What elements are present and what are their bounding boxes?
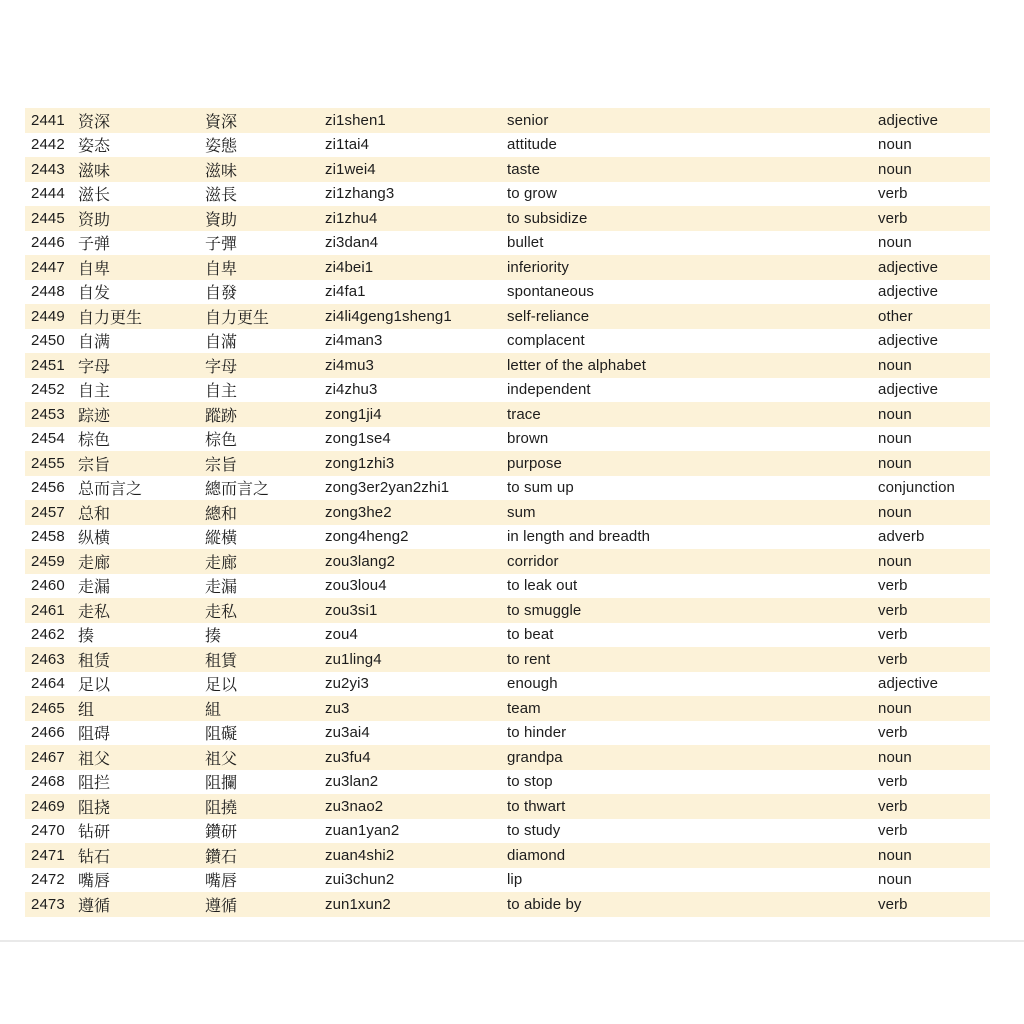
cell-number: 2471 xyxy=(31,846,65,864)
table-row xyxy=(25,696,990,721)
cell-english: purpose xyxy=(507,454,562,472)
cell-pinyin: zi4man3 xyxy=(325,332,383,350)
cell-traditional: 阻撓 xyxy=(205,799,238,817)
cell-part-of-speech: verb xyxy=(878,626,908,644)
cell-simplified: 姿态 xyxy=(78,138,111,156)
cell-simplified: 租赁 xyxy=(78,652,111,670)
cell-traditional: 走漏 xyxy=(205,579,238,597)
cell-traditional: 走廊 xyxy=(205,554,238,572)
cell-simplified: 阻挠 xyxy=(78,799,111,817)
table-row xyxy=(25,157,990,182)
cell-simplified: 阻碍 xyxy=(78,726,111,744)
cell-part-of-speech: verb xyxy=(878,577,908,595)
page-divider xyxy=(0,940,1024,942)
cell-part-of-speech: noun xyxy=(878,234,912,252)
cell-simplified: 走漏 xyxy=(78,579,111,597)
cell-pinyin: zu2yi3 xyxy=(325,675,369,693)
cell-simplified: 自主 xyxy=(78,383,111,401)
cell-simplified: 遵循 xyxy=(78,897,111,915)
table-row xyxy=(25,574,990,599)
cell-simplified: 钻研 xyxy=(78,824,111,842)
cell-pinyin: zu3fu4 xyxy=(325,748,371,766)
cell-pinyin: zuan1yan2 xyxy=(325,822,400,840)
cell-traditional: 滋味 xyxy=(205,162,238,180)
cell-english: sum xyxy=(507,503,536,521)
table-row xyxy=(25,231,990,256)
cell-part-of-speech: adjective xyxy=(878,283,939,301)
cell-pinyin: zui3chun2 xyxy=(325,871,395,889)
cell-traditional: 遵循 xyxy=(205,897,238,915)
cell-english: inferiority xyxy=(507,258,569,276)
table-row xyxy=(25,108,990,133)
table-row xyxy=(25,794,990,819)
cell-part-of-speech: verb xyxy=(878,895,908,913)
cell-number: 2441 xyxy=(31,111,65,129)
vocabulary-table xyxy=(25,108,990,917)
cell-number: 2461 xyxy=(31,601,65,619)
cell-simplified: 组 xyxy=(78,701,95,719)
cell-simplified: 自满 xyxy=(78,334,111,352)
cell-pinyin: zu1ling4 xyxy=(325,650,382,668)
table-row xyxy=(25,598,990,623)
cell-traditional: 鑽石 xyxy=(205,848,238,866)
cell-number: 2451 xyxy=(31,356,65,374)
cell-english: to subsidize xyxy=(507,209,588,227)
cell-number: 2468 xyxy=(31,773,65,791)
table-row xyxy=(25,500,990,525)
cell-traditional: 足以 xyxy=(205,677,238,695)
cell-english: bullet xyxy=(507,234,544,252)
cell-english: to thwart xyxy=(507,797,566,815)
cell-simplified: 走廊 xyxy=(78,554,111,572)
cell-pinyin: zou3lou4 xyxy=(325,577,387,595)
cell-part-of-speech: adjective xyxy=(878,111,939,129)
cell-pinyin: zu3 xyxy=(325,699,350,717)
cell-part-of-speech: noun xyxy=(878,136,912,154)
cell-pinyin: zi4mu3 xyxy=(325,356,374,374)
cell-number: 2456 xyxy=(31,479,65,497)
table-row xyxy=(25,451,990,476)
cell-number: 2458 xyxy=(31,528,65,546)
cell-part-of-speech: verb xyxy=(878,650,908,668)
table-row xyxy=(25,623,990,648)
cell-part-of-speech: verb xyxy=(878,822,908,840)
cell-traditional: 祖父 xyxy=(205,750,238,768)
cell-simplified: 棕色 xyxy=(78,432,111,450)
cell-pinyin: zi1shen1 xyxy=(325,111,386,129)
cell-english: to leak out xyxy=(507,577,578,595)
cell-english: diamond xyxy=(507,846,566,864)
cell-part-of-speech: adverb xyxy=(878,528,925,546)
cell-part-of-speech: noun xyxy=(878,430,912,448)
cell-english: team xyxy=(507,699,541,717)
table-row xyxy=(25,206,990,231)
table-row xyxy=(25,525,990,550)
cell-english: to abide by xyxy=(507,895,582,913)
cell-traditional: 自力更生 xyxy=(205,309,270,327)
cell-simplified: 自力更生 xyxy=(78,309,143,327)
cell-number: 2473 xyxy=(31,895,65,913)
cell-pinyin: zi1zhu4 xyxy=(325,209,378,227)
cell-number: 2460 xyxy=(31,577,65,595)
cell-traditional: 資助 xyxy=(205,211,238,229)
cell-number: 2465 xyxy=(31,699,65,717)
cell-traditional: 自卑 xyxy=(205,260,238,278)
cell-number: 2452 xyxy=(31,381,65,399)
table-row xyxy=(25,549,990,574)
cell-traditional: 揍 xyxy=(205,628,222,646)
cell-traditional: 鑽研 xyxy=(205,824,238,842)
cell-number: 2447 xyxy=(31,258,65,276)
cell-english: corridor xyxy=(507,552,559,570)
cell-number: 2462 xyxy=(31,626,65,644)
table-row xyxy=(25,843,990,868)
cell-english: to stop xyxy=(507,773,553,791)
cell-number: 2453 xyxy=(31,405,65,423)
table-row xyxy=(25,647,990,672)
cell-number: 2445 xyxy=(31,209,65,227)
cell-simplified: 揍 xyxy=(78,628,95,646)
cell-part-of-speech: conjunction xyxy=(878,479,955,497)
cell-pinyin: zi4bei1 xyxy=(325,258,374,276)
cell-traditional: 自滿 xyxy=(205,334,238,352)
table-row xyxy=(25,255,990,280)
cell-pinyin: zi4li4geng1sheng1 xyxy=(325,307,452,325)
cell-pinyin: zuan4shi2 xyxy=(325,846,395,864)
cell-traditional: 姿態 xyxy=(205,138,238,156)
cell-pinyin: zi3dan4 xyxy=(325,234,379,252)
cell-pinyin: zong1se4 xyxy=(325,430,391,448)
cell-traditional: 棕色 xyxy=(205,432,238,450)
cell-part-of-speech: noun xyxy=(878,454,912,472)
cell-number: 2448 xyxy=(31,283,65,301)
cell-traditional: 蹤跡 xyxy=(205,407,238,425)
cell-simplified: 足以 xyxy=(78,677,111,695)
table-row xyxy=(25,819,990,844)
cell-part-of-speech: noun xyxy=(878,871,912,889)
cell-pinyin: zu3ai4 xyxy=(325,724,370,742)
cell-number: 2442 xyxy=(31,136,65,154)
cell-simplified: 嘴唇 xyxy=(78,873,111,891)
cell-number: 2457 xyxy=(31,503,65,521)
cell-part-of-speech: noun xyxy=(878,552,912,570)
cell-pinyin: zi1wei4 xyxy=(325,160,376,178)
cell-traditional: 滋長 xyxy=(205,187,238,205)
cell-simplified: 踪迹 xyxy=(78,407,111,425)
cell-part-of-speech: other xyxy=(878,307,913,325)
cell-traditional: 租賃 xyxy=(205,652,238,670)
cell-pinyin: zu3lan2 xyxy=(325,773,379,791)
cell-traditional: 縱橫 xyxy=(205,530,238,548)
cell-simplified: 滋味 xyxy=(78,162,111,180)
cell-english: to grow xyxy=(507,185,557,203)
cell-pinyin: zong1ji4 xyxy=(325,405,382,423)
cell-simplified: 总而言之 xyxy=(78,481,143,499)
cell-part-of-speech: adjective xyxy=(878,675,939,693)
cell-part-of-speech: verb xyxy=(878,724,908,742)
cell-number: 2463 xyxy=(31,650,65,668)
cell-traditional: 走私 xyxy=(205,603,238,621)
cell-english: enough xyxy=(507,675,558,693)
cell-english: to beat xyxy=(507,626,554,644)
cell-simplified: 祖父 xyxy=(78,750,111,768)
cell-simplified: 子弹 xyxy=(78,236,111,254)
cell-english: independent xyxy=(507,381,591,399)
cell-simplified: 自发 xyxy=(78,285,111,303)
cell-pinyin: zi4fa1 xyxy=(325,283,366,301)
cell-english: to study xyxy=(507,822,561,840)
table-row xyxy=(25,892,990,917)
cell-simplified: 资助 xyxy=(78,211,111,229)
cell-number: 2469 xyxy=(31,797,65,815)
table-row xyxy=(25,133,990,158)
cell-part-of-speech: noun xyxy=(878,846,912,864)
cell-simplified: 钻石 xyxy=(78,848,111,866)
cell-simplified: 总和 xyxy=(78,505,111,523)
cell-simplified: 滋长 xyxy=(78,187,111,205)
cell-pinyin: zi1tai4 xyxy=(325,136,370,154)
cell-simplified: 字母 xyxy=(78,358,111,376)
cell-part-of-speech: verb xyxy=(878,209,908,227)
cell-english: taste xyxy=(507,160,541,178)
cell-part-of-speech: adjective xyxy=(878,332,939,350)
cell-english: letter of the alphabet xyxy=(507,356,646,374)
cell-number: 2455 xyxy=(31,454,65,472)
cell-english: lip xyxy=(507,871,523,889)
cell-number: 2443 xyxy=(31,160,65,178)
cell-number: 2454 xyxy=(31,430,65,448)
cell-pinyin: zi4zhu3 xyxy=(325,381,378,399)
cell-pinyin: zong1zhi3 xyxy=(325,454,395,472)
cell-simplified: 阻拦 xyxy=(78,775,111,793)
cell-number: 2470 xyxy=(31,822,65,840)
cell-traditional: 總和 xyxy=(205,505,238,523)
cell-pinyin: zou4 xyxy=(325,626,358,644)
cell-english: trace xyxy=(507,405,541,423)
cell-part-of-speech: noun xyxy=(878,405,912,423)
cell-number: 2459 xyxy=(31,552,65,570)
cell-simplified: 走私 xyxy=(78,603,111,621)
table-row xyxy=(25,304,990,329)
table-row xyxy=(25,280,990,305)
cell-traditional: 宗旨 xyxy=(205,456,238,474)
cell-english: attitude xyxy=(507,136,558,154)
cell-part-of-speech: verb xyxy=(878,601,908,619)
table-row xyxy=(25,770,990,795)
table-row xyxy=(25,721,990,746)
cell-number: 2449 xyxy=(31,307,65,325)
cell-part-of-speech: verb xyxy=(878,185,908,203)
cell-part-of-speech: noun xyxy=(878,356,912,374)
cell-part-of-speech: adjective xyxy=(878,258,939,276)
cell-pinyin: zong3he2 xyxy=(325,503,392,521)
cell-pinyin: zou3lang2 xyxy=(325,552,396,570)
cell-traditional: 阻礙 xyxy=(205,726,238,744)
cell-english: to smuggle xyxy=(507,601,582,619)
table-row xyxy=(25,476,990,501)
cell-english: to sum up xyxy=(507,479,574,497)
cell-number: 2466 xyxy=(31,724,65,742)
table-row xyxy=(25,672,990,697)
table-row xyxy=(25,353,990,378)
table-row xyxy=(25,182,990,207)
cell-traditional: 子彈 xyxy=(205,236,238,254)
cell-part-of-speech: verb xyxy=(878,797,908,815)
table-row xyxy=(25,868,990,893)
cell-traditional: 嘴唇 xyxy=(205,873,238,891)
cell-traditional: 自主 xyxy=(205,383,238,401)
cell-simplified: 纵横 xyxy=(78,530,111,548)
cell-part-of-speech: noun xyxy=(878,503,912,521)
cell-pinyin: zou3si1 xyxy=(325,601,378,619)
cell-pinyin: zong4heng2 xyxy=(325,528,409,546)
cell-traditional: 組 xyxy=(205,701,222,719)
cell-english: in length and breadth xyxy=(507,528,651,546)
cell-number: 2446 xyxy=(31,234,65,252)
cell-pinyin: zu3nao2 xyxy=(325,797,384,815)
cell-english: spontaneous xyxy=(507,283,595,301)
cell-simplified: 自卑 xyxy=(78,260,111,278)
cell-pinyin: zi1zhang3 xyxy=(325,185,395,203)
cell-number: 2450 xyxy=(31,332,65,350)
cell-number: 2467 xyxy=(31,748,65,766)
table-row xyxy=(25,427,990,452)
cell-traditional: 資深 xyxy=(205,113,238,131)
cell-traditional: 總而言之 xyxy=(205,481,270,499)
cell-part-of-speech: verb xyxy=(878,773,908,791)
table-row xyxy=(25,378,990,403)
cell-english: self-reliance xyxy=(507,307,590,325)
cell-simplified: 资深 xyxy=(78,113,111,131)
cell-part-of-speech: noun xyxy=(878,160,912,178)
cell-english: senior xyxy=(507,111,549,129)
cell-pinyin: zong3er2yan2zhi1 xyxy=(325,479,450,497)
cell-english: to rent xyxy=(507,650,551,668)
table-row xyxy=(25,329,990,354)
cell-english: grandpa xyxy=(507,748,563,766)
cell-part-of-speech: adjective xyxy=(878,381,939,399)
table-row xyxy=(25,402,990,427)
cell-number: 2472 xyxy=(31,871,65,889)
cell-traditional: 自發 xyxy=(205,285,238,303)
cell-pinyin: zun1xun2 xyxy=(325,895,391,913)
cell-english: complacent xyxy=(507,332,585,350)
cell-number: 2464 xyxy=(31,675,65,693)
cell-english: to hinder xyxy=(507,724,567,742)
cell-traditional: 阻攔 xyxy=(205,775,238,793)
cell-traditional: 字母 xyxy=(205,358,238,376)
cell-simplified: 宗旨 xyxy=(78,456,111,474)
cell-part-of-speech: noun xyxy=(878,748,912,766)
cell-english: brown xyxy=(507,430,549,448)
cell-number: 2444 xyxy=(31,185,65,203)
cell-part-of-speech: noun xyxy=(878,699,912,717)
table-row xyxy=(25,745,990,770)
